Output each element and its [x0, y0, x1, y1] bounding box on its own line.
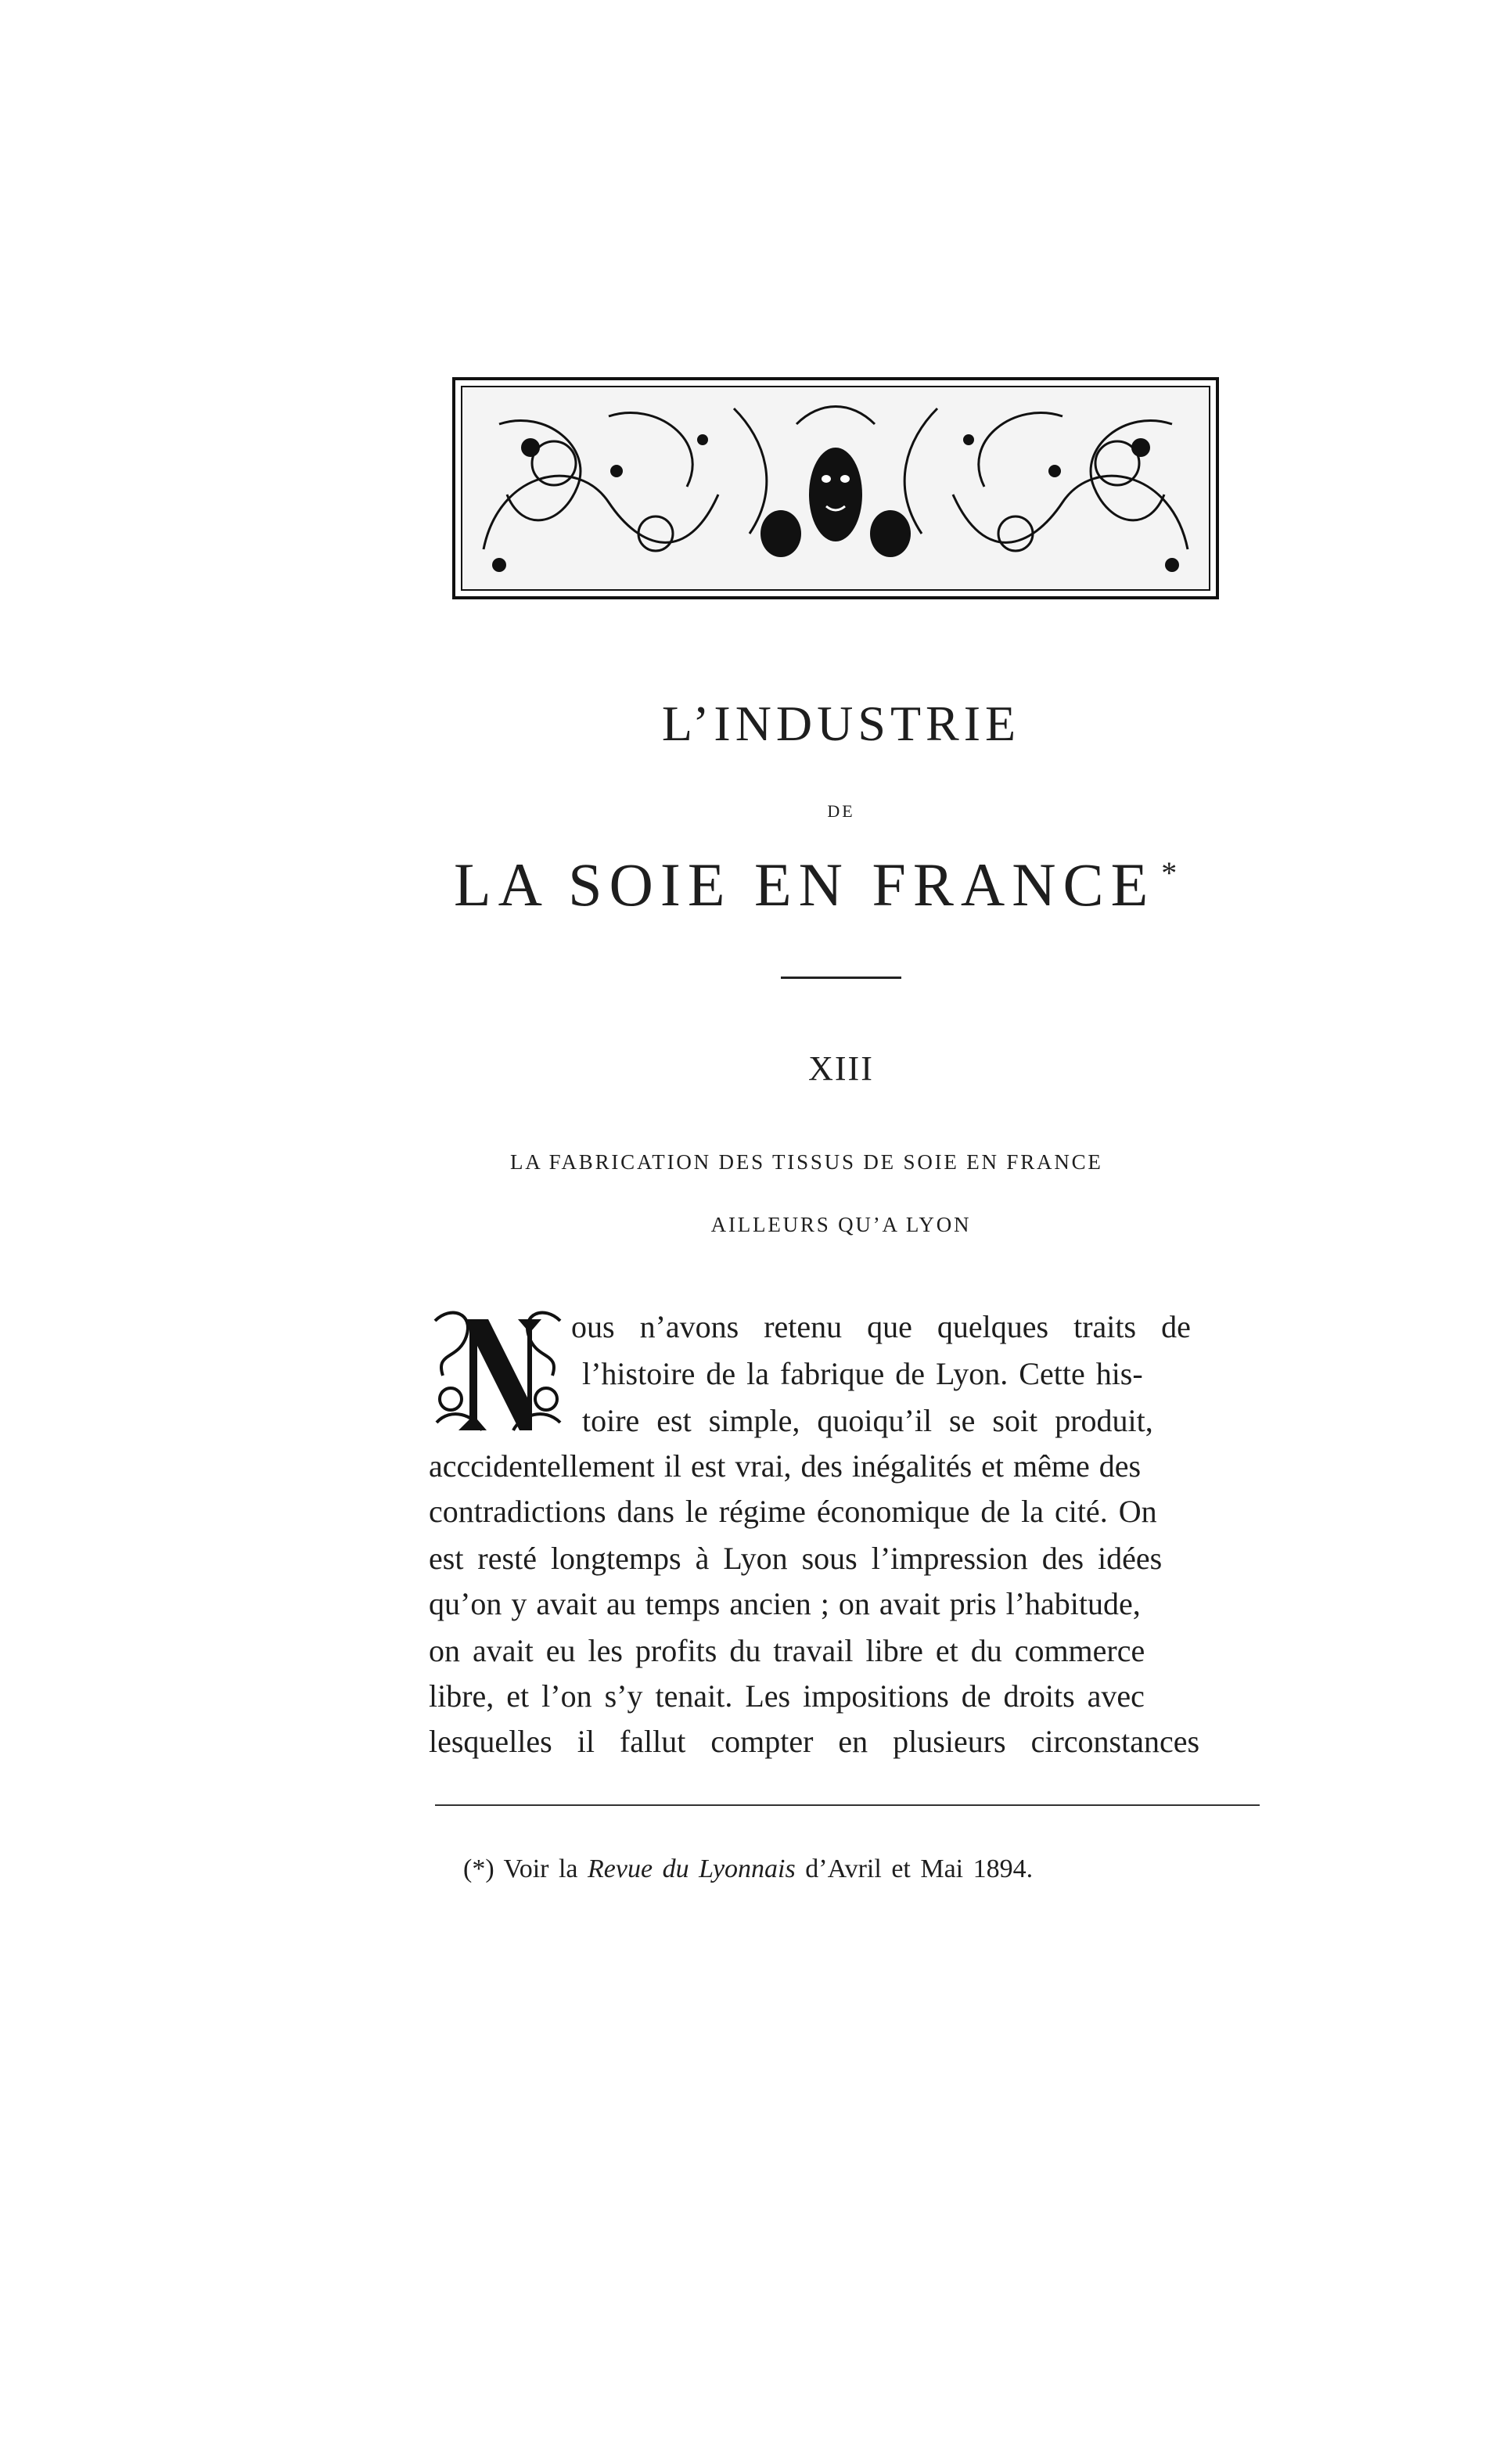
body-line-2: l’histoire de la fabrique de Lyon. Cette his- [582, 1356, 1143, 1391]
main-title: L’INDUSTRIE [661, 696, 1021, 751]
chapter-heading-line-2: AILLEURS QU’A LYON [710, 1213, 972, 1236]
footnote-text-before: Voir la [503, 1854, 578, 1883]
body-line-1: ous n’avons retenu que quelques traits de [571, 1309, 1191, 1344]
body-line-6: est resté longtemps à Lyon sous l’impression des idées [429, 1541, 1163, 1576]
footnote-marker: (*) [463, 1854, 494, 1883]
footnote-journal-title: Revue du Lyonnais [588, 1854, 796, 1883]
body-line-9: libre, et l’on s’y tenait. Les impositions de droits avec [429, 1678, 1145, 1714]
title-divider [781, 977, 901, 979]
subtitle-text: LA SOIE EN FRANCE [454, 851, 1156, 919]
footnote-separator [435, 1804, 1260, 1806]
chapter-number: XIII [808, 1049, 874, 1088]
ornate-initial-n-icon [427, 1305, 570, 1437]
body-line-7: qu’on y avait au temps ancien ; on avait pris l’habitude, [429, 1586, 1141, 1621]
chapter-heading-line-1: LA FABRICATION DES TISSUS DE SOIE EN FRANCE [510, 1150, 1103, 1174]
main-subtitle [454, 850, 1184, 920]
footnote-text-after: d’Avril et Mai 1894. [805, 1854, 1034, 1883]
body-line-10: lesquelles il fallut compter en plusieurs circonstances [429, 1724, 1200, 1759]
body-line-3: toire est simple, quoiqu’il se soit produit, [582, 1403, 1153, 1438]
title-connector: DE [827, 801, 855, 821]
ornamental-headband-image [452, 377, 1219, 599]
footnote [463, 1854, 1033, 1884]
body-line-5: contradictions dans le régime économique de la cité. On [429, 1494, 1157, 1529]
footnote-asterisk: * [1161, 855, 1185, 890]
body-line-8: on avait eu les profits du travail libre et du commerce [429, 1633, 1145, 1668]
body-line-4: acccidentellement il est vrai, des inégalités et même des [429, 1448, 1142, 1484]
